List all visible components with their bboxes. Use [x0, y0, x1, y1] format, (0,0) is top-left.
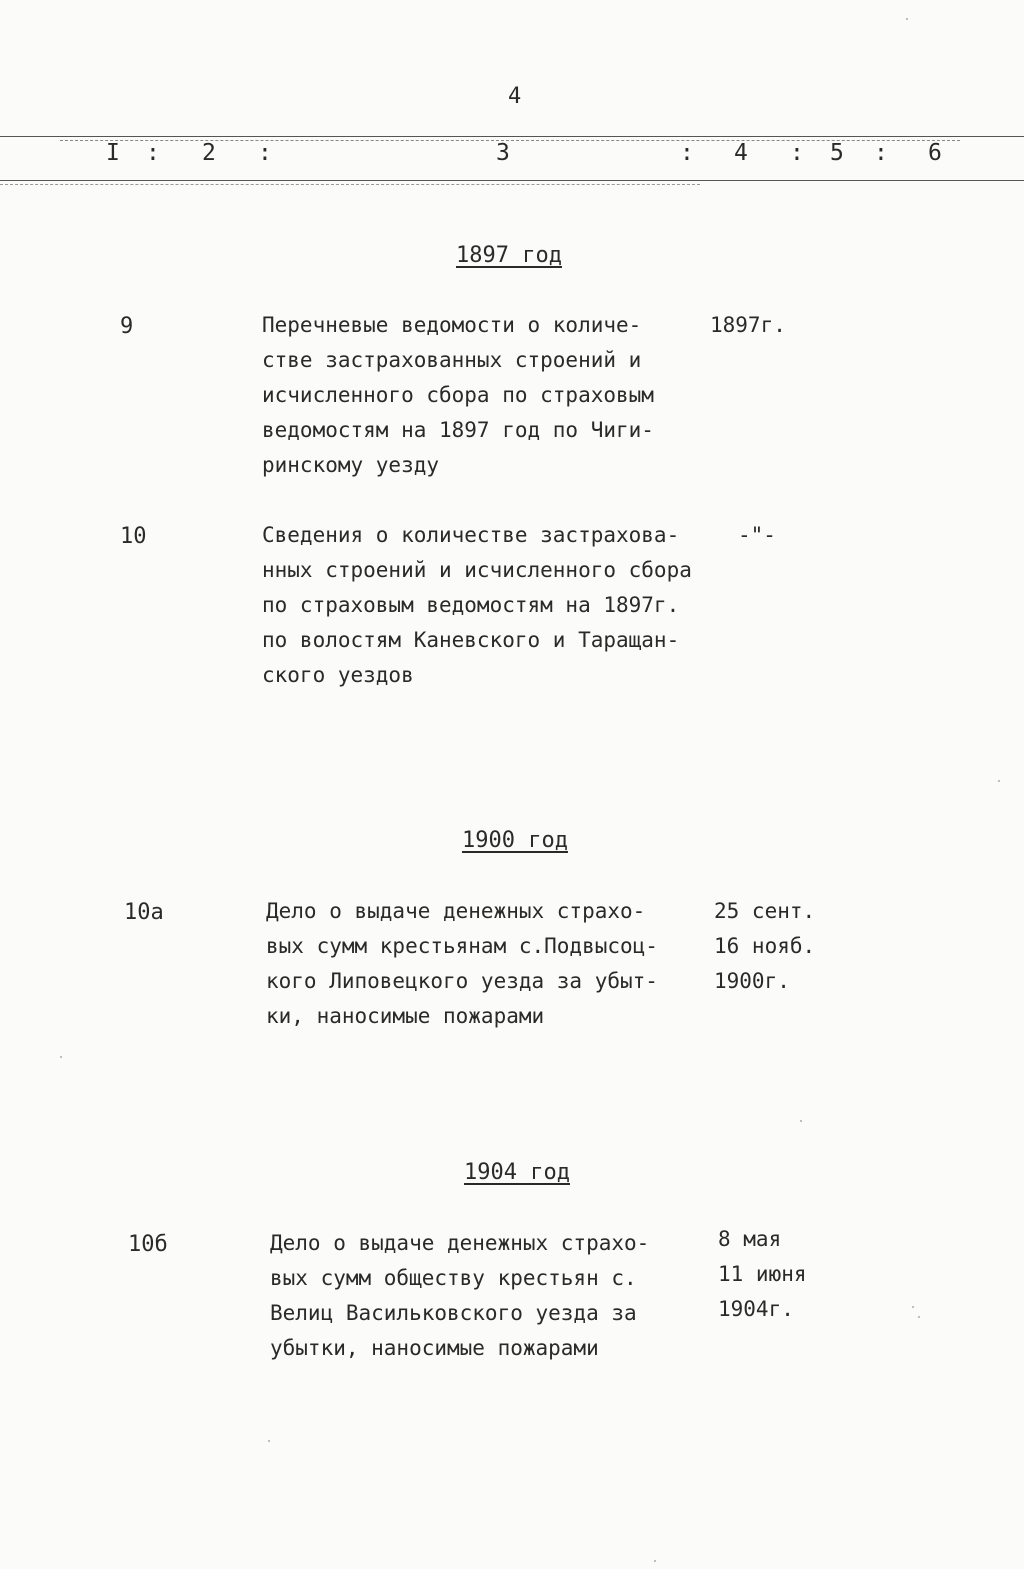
description-line: ки, наносимые пожарами	[266, 1004, 545, 1028]
scan-speck	[918, 1316, 920, 1318]
column-separator: :	[146, 140, 160, 166]
header-rule-top-dashed	[60, 140, 960, 141]
column-header-2: 2	[202, 140, 216, 166]
description-line: ского уездов	[262, 663, 414, 687]
header-rule-bottom	[0, 180, 1024, 181]
column-header-4: 4	[734, 140, 748, 166]
description-line: вых сумм обществу крестьян с.	[270, 1266, 637, 1290]
date-line: 1904г.	[718, 1297, 794, 1321]
description-line: Перечневые ведомости о количе-	[262, 313, 642, 337]
column-separator: :	[680, 140, 694, 166]
section-year-heading: 1897 год	[456, 243, 562, 268]
column-separator: :	[874, 140, 888, 166]
column-separator: :	[258, 140, 272, 166]
entry-date	[718, 1222, 807, 1327]
entry-number: 10а	[124, 900, 164, 925]
page-number: 4	[508, 84, 522, 109]
column-header-3: 3	[496, 140, 510, 166]
scan-speck	[906, 18, 908, 20]
column-header-1: I	[106, 140, 120, 166]
date-line: 16 нояб.	[714, 934, 816, 958]
scan-speck	[268, 1440, 270, 1442]
description-line: стве застрахованных строений и	[262, 348, 642, 372]
column-separator: :	[790, 140, 804, 166]
date-line: 8 мая	[718, 1227, 782, 1251]
description-line: кого Липовецкого уезда за убыт-	[266, 969, 658, 993]
section-year-heading: 1900 год	[462, 828, 568, 853]
date-line: 11 июня	[718, 1262, 807, 1286]
scan-speck	[912, 1306, 914, 1308]
date-line: -"-	[738, 523, 776, 547]
header-rule-top	[0, 136, 1024, 137]
scan-speck	[800, 1120, 802, 1122]
description-line: ринскому уезду	[262, 453, 440, 477]
description-line: убытки, наносимые пожарами	[270, 1336, 599, 1360]
entry-date	[714, 894, 815, 999]
date-line: 1900г.	[714, 969, 790, 993]
date-line: 25 сент.	[714, 899, 816, 923]
entry-number: 10	[120, 524, 147, 549]
description-line: Сведения о количестве застрахова-	[262, 523, 680, 547]
entry-description	[270, 1226, 730, 1366]
entry-description	[262, 308, 722, 483]
description-line: Дело о выдаче денежных страхо-	[270, 1231, 650, 1255]
description-line: Велиц Васильковского уезда за	[270, 1301, 637, 1325]
description-line: по волостям Каневского и Таращан-	[262, 628, 680, 652]
description-line: Дело о выдаче денежных страхо-	[266, 899, 646, 923]
description-line: исчисленного сбора по страховым	[262, 383, 654, 407]
entry-number: 9	[120, 314, 134, 339]
description-line: вых сумм крестьянам с.Подвысоц-	[266, 934, 658, 958]
entry-date	[710, 308, 786, 343]
entry-description	[262, 518, 722, 693]
scan-speck	[60, 1056, 62, 1058]
description-line: нных строений и исчисленного сбора	[262, 558, 692, 582]
scan-speck	[654, 1560, 656, 1562]
date-line: 1897г.	[710, 313, 786, 337]
entry-description	[266, 894, 726, 1034]
column-header-5: 5	[830, 140, 844, 166]
header-rule-bottom-dashed	[0, 184, 700, 185]
column-header-6: 6	[928, 140, 942, 166]
scan-speck	[998, 780, 1000, 782]
entry-date	[738, 518, 776, 553]
section-year-heading: 1904 год	[464, 1160, 570, 1185]
description-line: по страховым ведомостям на 1897г.	[262, 593, 680, 617]
entry-number: 10б	[128, 1232, 168, 1257]
description-line: ведомостям на 1897 год по Чиги-	[262, 418, 654, 442]
